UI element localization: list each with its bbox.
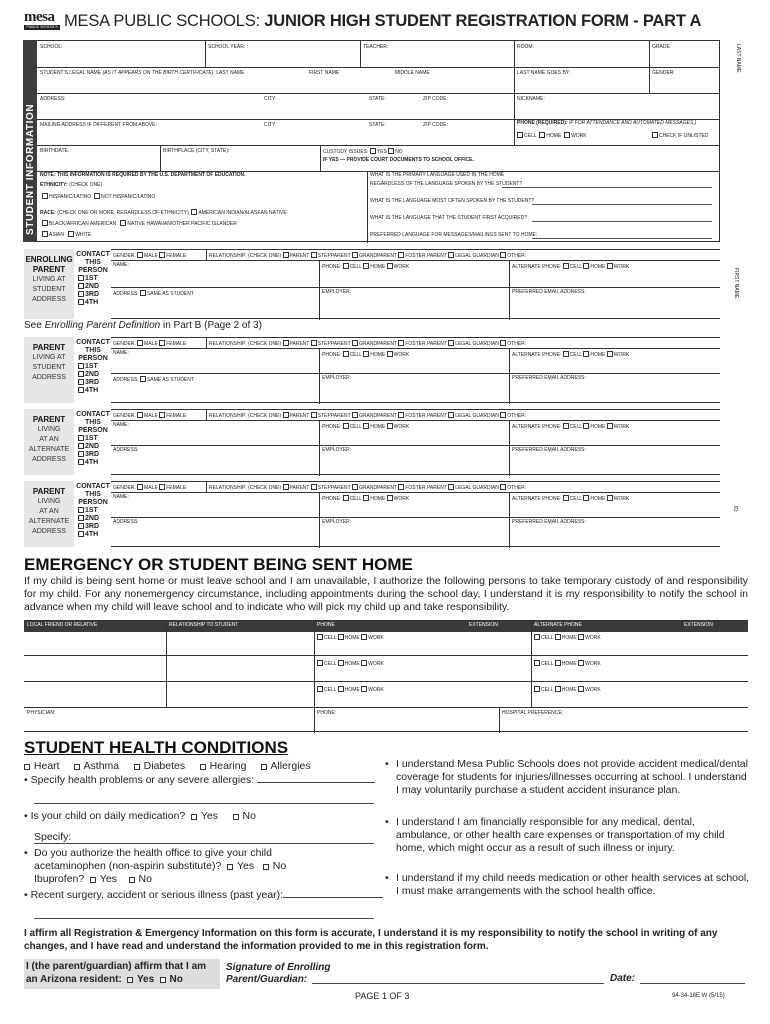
parent-email-field[interactable]: PREFERRED EMAIL ADDRESS: <box>512 289 586 295</box>
parent-name-field[interactable]: NAME: <box>113 350 129 356</box>
school-field[interactable]: SCHOOL: <box>40 44 63 50</box>
ibuprofen-row[interactable]: Ibuprofen? Yes No <box>34 873 152 885</box>
specify-medication[interactable]: Specify: <box>34 831 72 843</box>
logo-subtext: PUBLIC SCHOOLS <box>24 25 60 30</box>
contact-priority-3[interactable]: CONTACT THIS PERSON 1ST 2ND 3RD 4TH <box>76 411 110 466</box>
health-title: STUDENT HEALTH CONDITIONS <box>24 738 289 757</box>
relationship-options[interactable]: RELATIONSHIP: (CHECK ONE) PARENT STEPPARENT GRANDPARENT FOSTER PARENT LEGAL GUARDIAN OTHER: <box>209 485 527 491</box>
work-checkbox[interactable] <box>564 132 570 138</box>
gender-field[interactable]: GENDER: <box>652 70 675 76</box>
gender-options[interactable]: GENDER: MALE FEMALE <box>113 413 187 419</box>
relationship-options[interactable]: RELATIONSHIP: (CHECK ONE) PARENT STEPPARENT GRANDPARENT FOSTER PARENT LEGAL GUARDIAN OTHER: <box>209 413 527 419</box>
parent-label-line: ALTERNATE <box>28 518 70 525</box>
parent-label-line: ALTERNATE <box>28 446 70 453</box>
parent-name-field[interactable]: NAME: <box>113 422 129 428</box>
city-field[interactable]: CITY: <box>264 96 277 102</box>
physician-field[interactable]: PHYSICIAN: <box>27 710 56 716</box>
recent-surgery-line2[interactable] <box>34 918 374 919</box>
parent-label-line: STUDENT <box>32 286 66 293</box>
col-relationship: RELATIONSHIP TO STUDENT <box>169 622 239 628</box>
student-info-grid <box>37 40 720 242</box>
parent-address-field[interactable]: ADDRESS: SAME AS STUDENT <box>113 291 194 297</box>
recent-surgery[interactable]: • Recent surgery, accident or serious illness (past year): <box>24 889 383 902</box>
ethnicity-options[interactable]: HISPANIC/LATINO NOT HISPANIC/LATINO <box>42 193 155 201</box>
parent-email-field[interactable]: PREFERRED EMAIL ADDRESS: <box>512 375 586 381</box>
parent-label-line: ENROLLING <box>25 255 73 264</box>
parent-block-4-label <box>24 481 74 547</box>
last-name-goes-by-field[interactable]: LAST NAME GOES BY: <box>517 70 571 76</box>
col-extension-2: EXTENSION <box>684 622 713 628</box>
specify-health[interactable]: • Specify health problems or any severe allergies: <box>24 774 375 787</box>
custody-note: IF YES — PROVIDE COURT DOCUMENTS TO SCHOOL OFFICE. <box>323 157 474 163</box>
parent-block-1 <box>111 249 720 319</box>
parent-address-field[interactable]: ADDRESS: <box>113 447 139 453</box>
parent-phone-field[interactable]: PHONE: CELL HOME WORK <box>322 352 410 358</box>
contact-priority-4[interactable]: CONTACT THIS PERSON 1ST 2ND 3RD 4TH <box>76 483 110 538</box>
specify-medication-line[interactable] <box>34 843 374 844</box>
asthma-checkbox[interactable] <box>74 764 80 770</box>
signature-label: Signature of Enrolling Parent/Guardian: <box>226 962 331 985</box>
gender-options[interactable]: GENDER: MALE FEMALE <box>113 485 187 491</box>
cell-checkbox[interactable] <box>517 132 523 138</box>
parent-label-line: STUDENT <box>32 364 66 371</box>
parent-employer-field[interactable]: EMPLOYER: <box>322 519 352 525</box>
emergency-text: If my child is being sent home or must leave school and I am unavailable, I authorize the following persons to take temporary custody of and responsibility for my child. For any nonemergency circumstance, including appointments during the school day, I understand it is my responsibility to notify the school in advance when my child will leave school and to indicate who will pick my child up and take responsibility. <box>24 575 748 613</box>
emergency-phone-type-1-2[interactable]: CELL HOME WORK <box>534 634 601 642</box>
lang-pref-q: PREFERRED LANGUAGE FOR MESSAGES/MAILINGS SENT TO HOME: <box>370 232 538 238</box>
col-friend: LOCAL FRIEND OR RELATIVE <box>27 622 98 628</box>
acetaminophen-row[interactable]: acetaminophen (non-aspirin substitute)? Yes No <box>34 860 287 872</box>
parent-alt-phone-field[interactable]: ALTERNATE PHONE: CELL HOME WORK <box>512 264 630 270</box>
room-field[interactable]: ROOM: <box>517 44 534 50</box>
custody-issues[interactable]: CUSTODY ISSUES: YES NO <box>323 149 403 155</box>
parent-label-line: AT AN <box>39 436 59 443</box>
authorize-question: Do you authorize the health office to give your child <box>34 847 272 859</box>
parent-employer-field[interactable]: EMPLOYER: <box>322 447 352 453</box>
col-phone: PHONE <box>317 622 335 628</box>
signature-line[interactable] <box>312 983 604 984</box>
birthdate-field[interactable]: BIRTHDATE: <box>40 148 70 154</box>
race-options-3[interactable]: ASIAN WHITE <box>42 231 91 239</box>
contact-priority-2[interactable]: CONTACT THIS PERSON 1ST 2ND 3RD 4TH <box>76 339 110 394</box>
parent-email-field[interactable]: PREFERRED EMAIL ADDRESS: <box>512 519 586 525</box>
lang-first-line[interactable] <box>532 221 712 222</box>
parent-phone-field[interactable]: PHONE: CELL HOME WORK <box>322 264 410 270</box>
phone-required-field: PHONE (REQUIRED): IF FOR ATTENDANCE AND AUTOMATED MESSAGES,) <box>517 120 697 126</box>
parent-label-line: PARENT <box>32 415 66 424</box>
emergency-phone-type-2-2[interactable]: CELL HOME WORK <box>534 660 601 668</box>
legal-first-name: FIRST NAME <box>309 70 340 76</box>
parent-label-line: LIVING <box>37 498 61 505</box>
parent-block-2 <box>111 337 720 403</box>
form-code: 94-34-18E W (5/15) <box>672 993 725 999</box>
parent-name-field[interactable]: NAME: <box>113 494 129 500</box>
address-field[interactable]: ADDRESS: <box>40 96 66 102</box>
title-bold: JUNIOR HIGH STUDENT REGISTRATION FORM - PART A <box>264 12 702 30</box>
parent-block-3 <box>111 409 720 475</box>
emergency-phone-type-3-2[interactable]: CELL HOME WORK <box>534 686 601 694</box>
race-options-2[interactable]: BLACK/AFRICAN AMERICAN NATIVE HAWAIIAN/OTHER PACIFIC ISLANDER <box>42 220 237 228</box>
parent-alt-phone-field[interactable]: ALTERNATE PHONE: CELL HOME WORK <box>512 496 630 502</box>
col-alt-phone: ALTERNATE PHONE <box>534 622 582 628</box>
relationship-options[interactable]: RELATIONSHIP: (CHECK ONE) PARENT STEPPARENT GRANDPARENT FOSTER PARENT LEGAL GUARDIAN OTHER: <box>209 253 527 259</box>
allergies-checkbox[interactable] <box>261 764 267 770</box>
physician-phone-field[interactable]: PHONE: <box>317 710 337 716</box>
race-row[interactable]: RACE: (CHECK ONE OR MORE, REGARDLESS OF ETHNICITY) AMERICAN INDIAN/ALASKAN NATIVE <box>40 210 287 216</box>
mailing-city-field[interactable]: CITY: <box>264 122 277 128</box>
health-conditions[interactable]: Heart Asthma Diabetes Hearing Allergies <box>24 760 311 773</box>
specify-health-line2[interactable] <box>34 803 374 804</box>
home-checkbox[interactable] <box>539 132 545 138</box>
page-title <box>64 10 701 32</box>
gender-options[interactable]: GENDER: MALE FEMALE <box>113 341 187 347</box>
ethnicity-row: ETHNICITY: (CHECK ONE) <box>40 182 103 188</box>
parent-alt-phone-field[interactable]: ALTERNATE PHONE: CELL HOME WORK <box>512 352 630 358</box>
resident-line2[interactable]: an Arizona resident: Yes No <box>26 974 183 985</box>
teacher-field[interactable]: TEACHER: <box>363 44 389 50</box>
emergency-phone-type-1-1[interactable]: CELL HOME WORK <box>317 634 384 642</box>
id-edge-label: ID: <box>732 506 738 513</box>
parent-label-line: PARENT <box>32 487 66 496</box>
parent-email-field[interactable]: PREFERRED EMAIL ADDRESS: <box>512 447 586 453</box>
parent-name-field[interactable]: NAME: <box>113 262 129 268</box>
school-year-field[interactable]: SCHOOL YEAR: <box>208 44 246 50</box>
understand-2: • I understand I am financially responsible for any medical, dental, ambulance, or other health care expenses or transportation of my child home, which might occur as a result of such illness or injury. <box>385 816 725 854</box>
parent-label-line: LIVING AT <box>32 276 66 283</box>
arizona-resident[interactable] <box>24 959 220 989</box>
understand-1: • I understand Mesa Public Schools does not provide accident medical/dental coverage for students for injuries/illnesses occurring at school. I understand I may voluntarily purchase a student accident insurance plan. <box>385 758 748 796</box>
date-line[interactable] <box>640 983 745 984</box>
daily-medication[interactable]: • Is your child on daily medication? Yes No <box>24 810 256 822</box>
legal-name-field[interactable]: STUDENT'S LEGAL NAME (AS IT APPEARS ON THE BIRTH CERTIFICATE): LAST NAME <box>40 70 245 76</box>
mailing-zip-field[interactable]: ZIP CODE: <box>423 122 448 128</box>
col-extension: EXTENSION <box>469 622 498 628</box>
birthplace-field[interactable]: BIRTHPLACE (CITY, STATE): <box>163 148 230 154</box>
parent-phone-field[interactable]: PHONE: CELL HOME WORK <box>322 424 410 430</box>
grade-field[interactable]: GRADE: <box>652 44 672 50</box>
contact-priority-1[interactable]: CONTACT THIS PERSON 1ST 2ND 3RD 4TH <box>76 251 110 306</box>
diabetes-checkbox[interactable] <box>134 764 140 770</box>
parent-address-field[interactable]: ADDRESS: <box>113 519 139 525</box>
lang-most-line[interactable] <box>532 204 712 205</box>
emergency-table <box>24 620 748 732</box>
emergency-title: EMERGENCY OR STUDENT BEING SENT HOME <box>24 555 413 574</box>
parent-phone-field[interactable]: PHONE: CELL HOME WORK <box>322 496 410 502</box>
date-label: Date: <box>610 973 636 984</box>
parent-employer-field[interactable]: EMPLOYER: <box>322 289 352 295</box>
doe-note: NOTE: THIS INFORMATION IS REQUIRED BY THE U.S. DEPARTMENT OF EDUCATION. <box>40 172 246 178</box>
parent-label-line: AT AN <box>39 508 59 515</box>
lang-primary-q: WHAT IS THE PRIMARY LANGUAGE USED IN THE HOME <box>370 172 505 178</box>
heart-checkbox[interactable] <box>24 764 30 770</box>
parent-label-line: LIVING AT <box>32 354 66 361</box>
lang-primary-line[interactable] <box>502 187 712 188</box>
last-name-edge-label: LAST NAME: <box>735 44 741 74</box>
page-number: PAGE 1 OF 3 <box>355 991 410 1001</box>
parent-label-line: PARENT <box>32 343 66 352</box>
mailing-address-field[interactable]: MAILING ADDRESS IF DIFFERENT FROM ABOVE: <box>40 122 157 128</box>
parent-block-3-label <box>24 409 74 475</box>
student-info-sidebar <box>23 40 37 242</box>
enrolling-definition-note: See Enrolling Parent Definition in Part B (Page 2 of 3) <box>24 320 262 331</box>
parent-label-line: PARENT <box>32 265 66 274</box>
parent-label-line: LIVING <box>37 426 61 433</box>
unlisted-checkbox[interactable]: CHECK IF UNLISTED <box>652 132 708 140</box>
parent-label-line: ADDRESS <box>32 374 66 381</box>
parent-label-line: ADDRESS <box>32 456 66 463</box>
legal-middle-name: MIDDLE NAME <box>395 70 430 76</box>
nickname-field[interactable]: NICKNAME: <box>517 96 545 102</box>
title-plain: MESA PUBLIC SCHOOLS: <box>64 12 260 30</box>
hospital-field[interactable]: HOSPITAL PREFERENCE: <box>502 710 564 716</box>
parent-block-2-label <box>24 337 74 403</box>
student-phone-type[interactable]: CELL HOME WORK <box>517 132 587 140</box>
student-info-label: STUDENT INFORMATION <box>25 103 36 235</box>
parent-label-line: ADDRESS <box>32 528 66 535</box>
lang-most-q: WHAT IS THE LANGUAGE MOST OFTEN SPOKEN BY THE STUDENT? <box>370 198 535 204</box>
resident-line1: I (the parent/guardian) affirm that I am <box>26 961 207 972</box>
state-field[interactable]: STATE: <box>369 96 386 102</box>
logo-text: mesa <box>24 9 55 25</box>
first-name-edge-label: FIRST NAME: <box>733 268 739 300</box>
parent-address-field[interactable]: ADDRESS: SAME AS STUDENT <box>113 377 194 383</box>
lang-primary-q2: REGARDLESS OF THE LANGUAGE SPOKEN BY THE STUDENT? <box>370 181 523 187</box>
parent-alt-phone-field[interactable]: ALTERNATE PHONE: CELL HOME WORK <box>512 424 630 430</box>
understand-3: • I understand if my child needs medication or other health services at school, I must make arrangements with the school health office. <box>385 872 750 897</box>
relationship-options[interactable]: RELATIONSHIP: (CHECK ONE) PARENT STEPPARENT GRANDPARENT FOSTER PARENT LEGAL GUARDIAN OTHER: <box>209 341 527 347</box>
lang-pref-line[interactable] <box>532 238 712 239</box>
mailing-state-field[interactable]: STATE: <box>369 122 386 128</box>
zip-field[interactable]: ZIP CODE: <box>423 96 448 102</box>
emergency-phone-type-3-1[interactable]: CELL HOME WORK <box>317 686 384 694</box>
parent-employer-field[interactable]: EMPLOYER: <box>322 375 352 381</box>
mesa-logo <box>24 10 60 36</box>
hearing-checkbox[interactable] <box>200 764 206 770</box>
emergency-phone-type-2-1[interactable]: CELL HOME WORK <box>317 660 384 668</box>
lang-first-q: WHAT IS THE LANGUAGE THAT THE STUDENT FIRST ACQUIRED? <box>370 215 527 221</box>
parent-block-1-label <box>24 249 74 319</box>
gender-options[interactable]: GENDER: MALE FEMALE <box>113 253 187 259</box>
parent-block-4 <box>111 481 720 547</box>
affirmation-text: I affirm all Registration & Emergency Information on this form is accurate, I understand it is my responsibility to notify the school in writing of any changes, and I have read and understand the information provided to me in this registration form. <box>24 928 718 952</box>
parent-label-line: ADDRESS <box>32 296 66 303</box>
